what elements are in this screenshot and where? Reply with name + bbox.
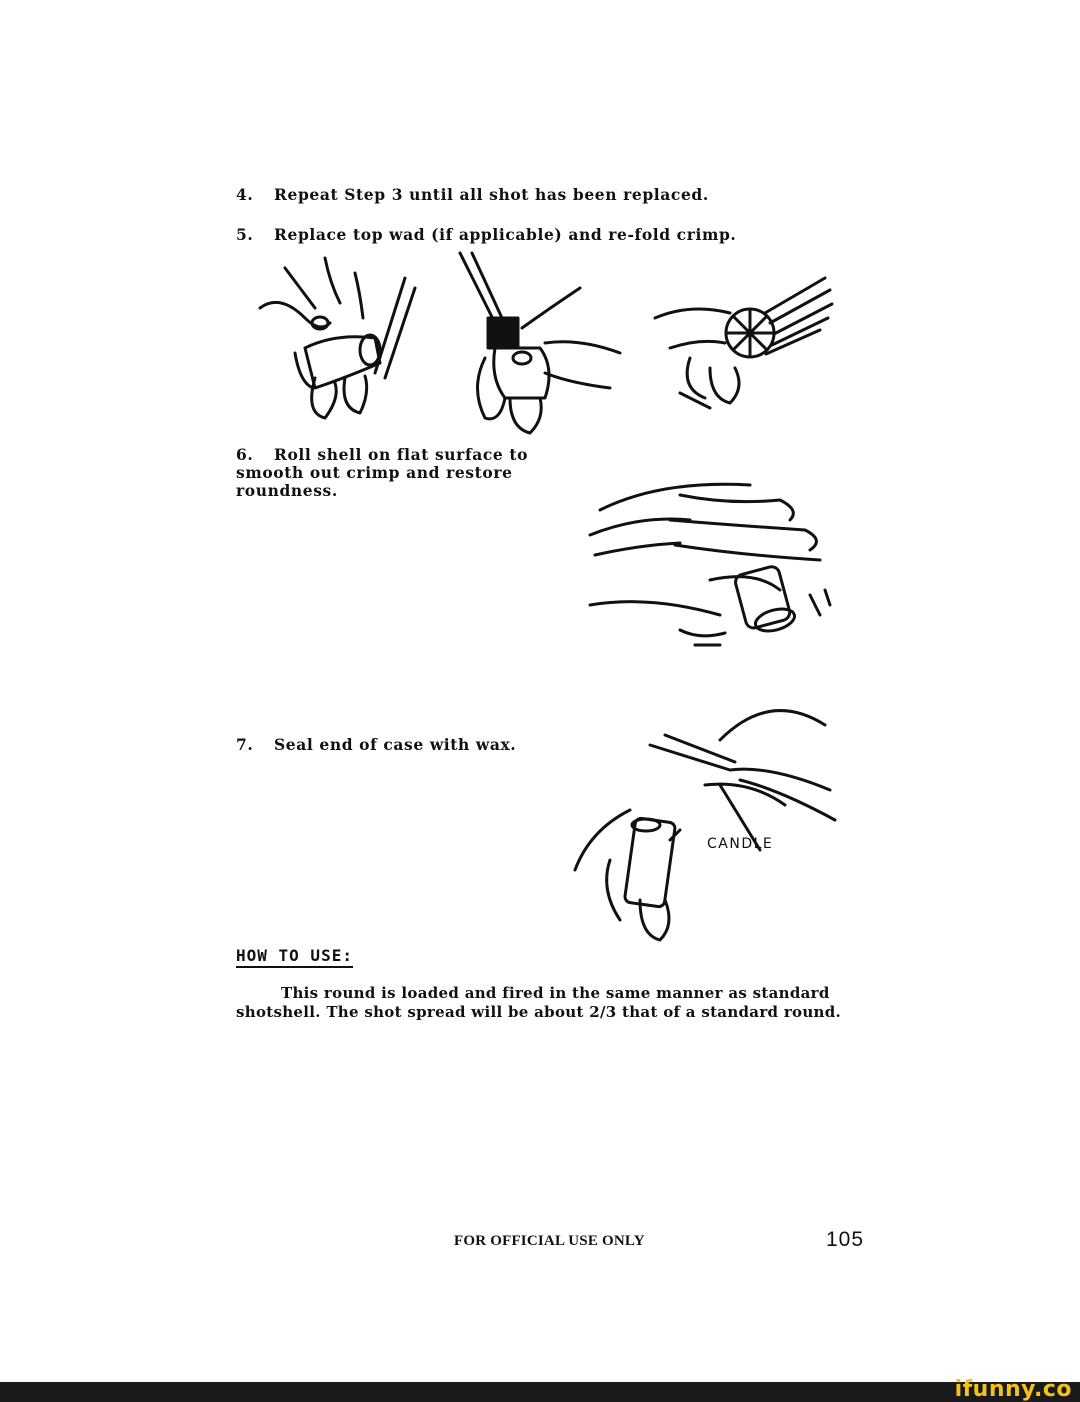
roll-shell-illustration <box>580 465 850 660</box>
step-7-number: 7. <box>236 735 254 754</box>
step-7-text: Seal end of case with wax. <box>274 735 517 754</box>
step-6-line-2: smooth out crimp and restore <box>236 463 513 482</box>
seal-wax-illustration <box>570 690 850 950</box>
how-to-use-heading: HOW TO USE: <box>236 946 353 968</box>
step-6-number: 6. <box>236 445 254 464</box>
step-6-line-1: Roll shell on flat surface to <box>274 445 529 464</box>
ifunny-watermark: ifunny.co <box>954 1377 1072 1402</box>
refold-crimp-illustration-center <box>450 248 630 438</box>
refold-crimp-illustration-left <box>245 248 435 428</box>
step-6-line-3: roundness. <box>236 481 338 500</box>
step-5 <box>236 226 736 244</box>
step-4 <box>236 186 709 204</box>
candle-label: CANDLE <box>707 836 774 852</box>
step-6 <box>236 446 528 500</box>
step-7 <box>236 736 516 754</box>
bottom-bar <box>0 1382 1080 1402</box>
step-5-text: Replace top wad (if applicable) and re-fold crimp. <box>274 225 737 244</box>
page-number: 105 <box>826 1228 865 1251</box>
refold-crimp-illustration-right <box>650 268 840 418</box>
step-4-number: 4. <box>236 185 254 204</box>
step-5-number: 5. <box>236 225 254 244</box>
official-use-footer: FOR OFFICIAL USE ONLY <box>454 1233 645 1249</box>
step-4-text: Repeat Step 3 until all shot has been replaced. <box>274 185 709 204</box>
how-to-use-body: This round is loaded and fired in the same manner as standard shotshell. The shot spread will be about 2/3 that of a standard round. <box>236 984 842 1021</box>
